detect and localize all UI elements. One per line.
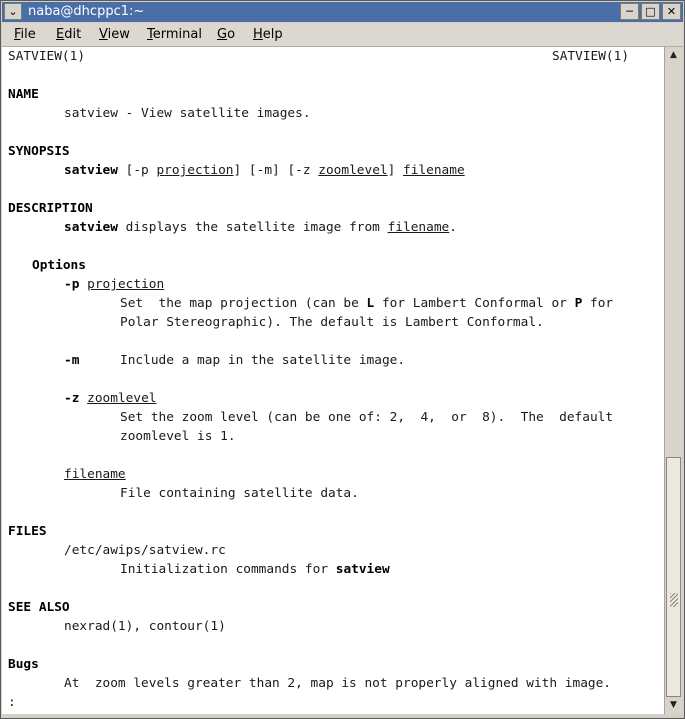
menu-file[interactable]: File: [14, 27, 36, 42]
option-z-desc-2: zoomlevel is 1.: [120, 429, 236, 444]
man-header: [8, 47, 85, 66]
scroll-down-icon[interactable]: ▼: [670, 700, 677, 710]
seealso-text: nexrad(1), contour(1): [64, 619, 226, 634]
synopsis-heading: SYNOPSIS: [8, 144, 70, 159]
pager-prompt[interactable]: :: [8, 695, 16, 710]
bugs-heading: Bugs: [8, 657, 39, 672]
option-m-desc: Include a map in the satellite image.: [120, 353, 406, 368]
menu-terminal[interactable]: Terminal: [147, 27, 202, 42]
close-button[interactable]: [662, 3, 681, 20]
maximize-icon: □: [645, 5, 656, 18]
man-header-right: SATVIEW(1): [552, 49, 630, 64]
grip-icon: [670, 593, 678, 607]
title-bar[interactable]: [2, 2, 683, 22]
option-p-desc-2: Polar Stereographic). The default is Lambert Conformal.: [120, 315, 544, 330]
seealso-heading: SEE ALSO: [8, 600, 70, 615]
menu-help[interactable]: Help: [253, 27, 283, 42]
option-m-flag: -m: [64, 353, 80, 368]
menu-edit[interactable]: Edit: [56, 27, 82, 42]
options-heading: Options: [32, 258, 86, 273]
option-p-desc-1: Set the map projection (can be L for Lambert Conformal or P for: [120, 296, 614, 311]
window-title: naba@dhcppc1:~: [28, 4, 145, 19]
menu-view[interactable]: View: [99, 27, 130, 42]
minimize-button[interactable]: [620, 3, 639, 20]
synopsis-line: satview [-p projection] [-m] [-z zoomlevel] filename: [64, 163, 465, 178]
description-line: satview displays the satellite image from filename.: [64, 220, 457, 235]
name-heading: NAME: [8, 87, 39, 102]
option-z: -z zoomlevel: [64, 391, 157, 406]
vertical-scrollbar[interactable]: [664, 47, 682, 714]
files-path: /etc/awips/satview.rc: [64, 543, 226, 558]
filename-desc: File containing satellite data.: [120, 486, 359, 501]
chevron-down-icon: ⌄: [8, 5, 18, 18]
man-header-left: SATVIEW(1): [8, 49, 86, 64]
scroll-up-icon[interactable]: ▲: [670, 50, 677, 60]
close-icon: ✕: [666, 5, 677, 18]
option-z-desc-1: Set the zoom level (can be one of: 2, 4, or 8). The default: [120, 410, 614, 425]
scrollbar-thumb[interactable]: [666, 457, 681, 697]
files-heading: FILES: [8, 524, 47, 539]
description-heading: DESCRIPTION: [8, 201, 93, 216]
option-p: -p projection: [64, 277, 165, 292]
menu-go[interactable]: Go: [217, 27, 236, 42]
minimize-icon: ─: [626, 5, 633, 18]
filename-arg: filename: [64, 467, 126, 482]
terminal-output[interactable]: [2, 47, 664, 714]
bugs-text: At zoom levels greater than 2, map is not properly aligned with image.: [64, 676, 612, 691]
files-desc: Initialization commands for satview: [120, 562, 390, 577]
menu-bar: [2, 23, 683, 47]
maximize-button[interactable]: [641, 3, 660, 20]
name-text: satview - View satellite images.: [64, 106, 311, 121]
window-menu-button[interactable]: [4, 3, 22, 20]
